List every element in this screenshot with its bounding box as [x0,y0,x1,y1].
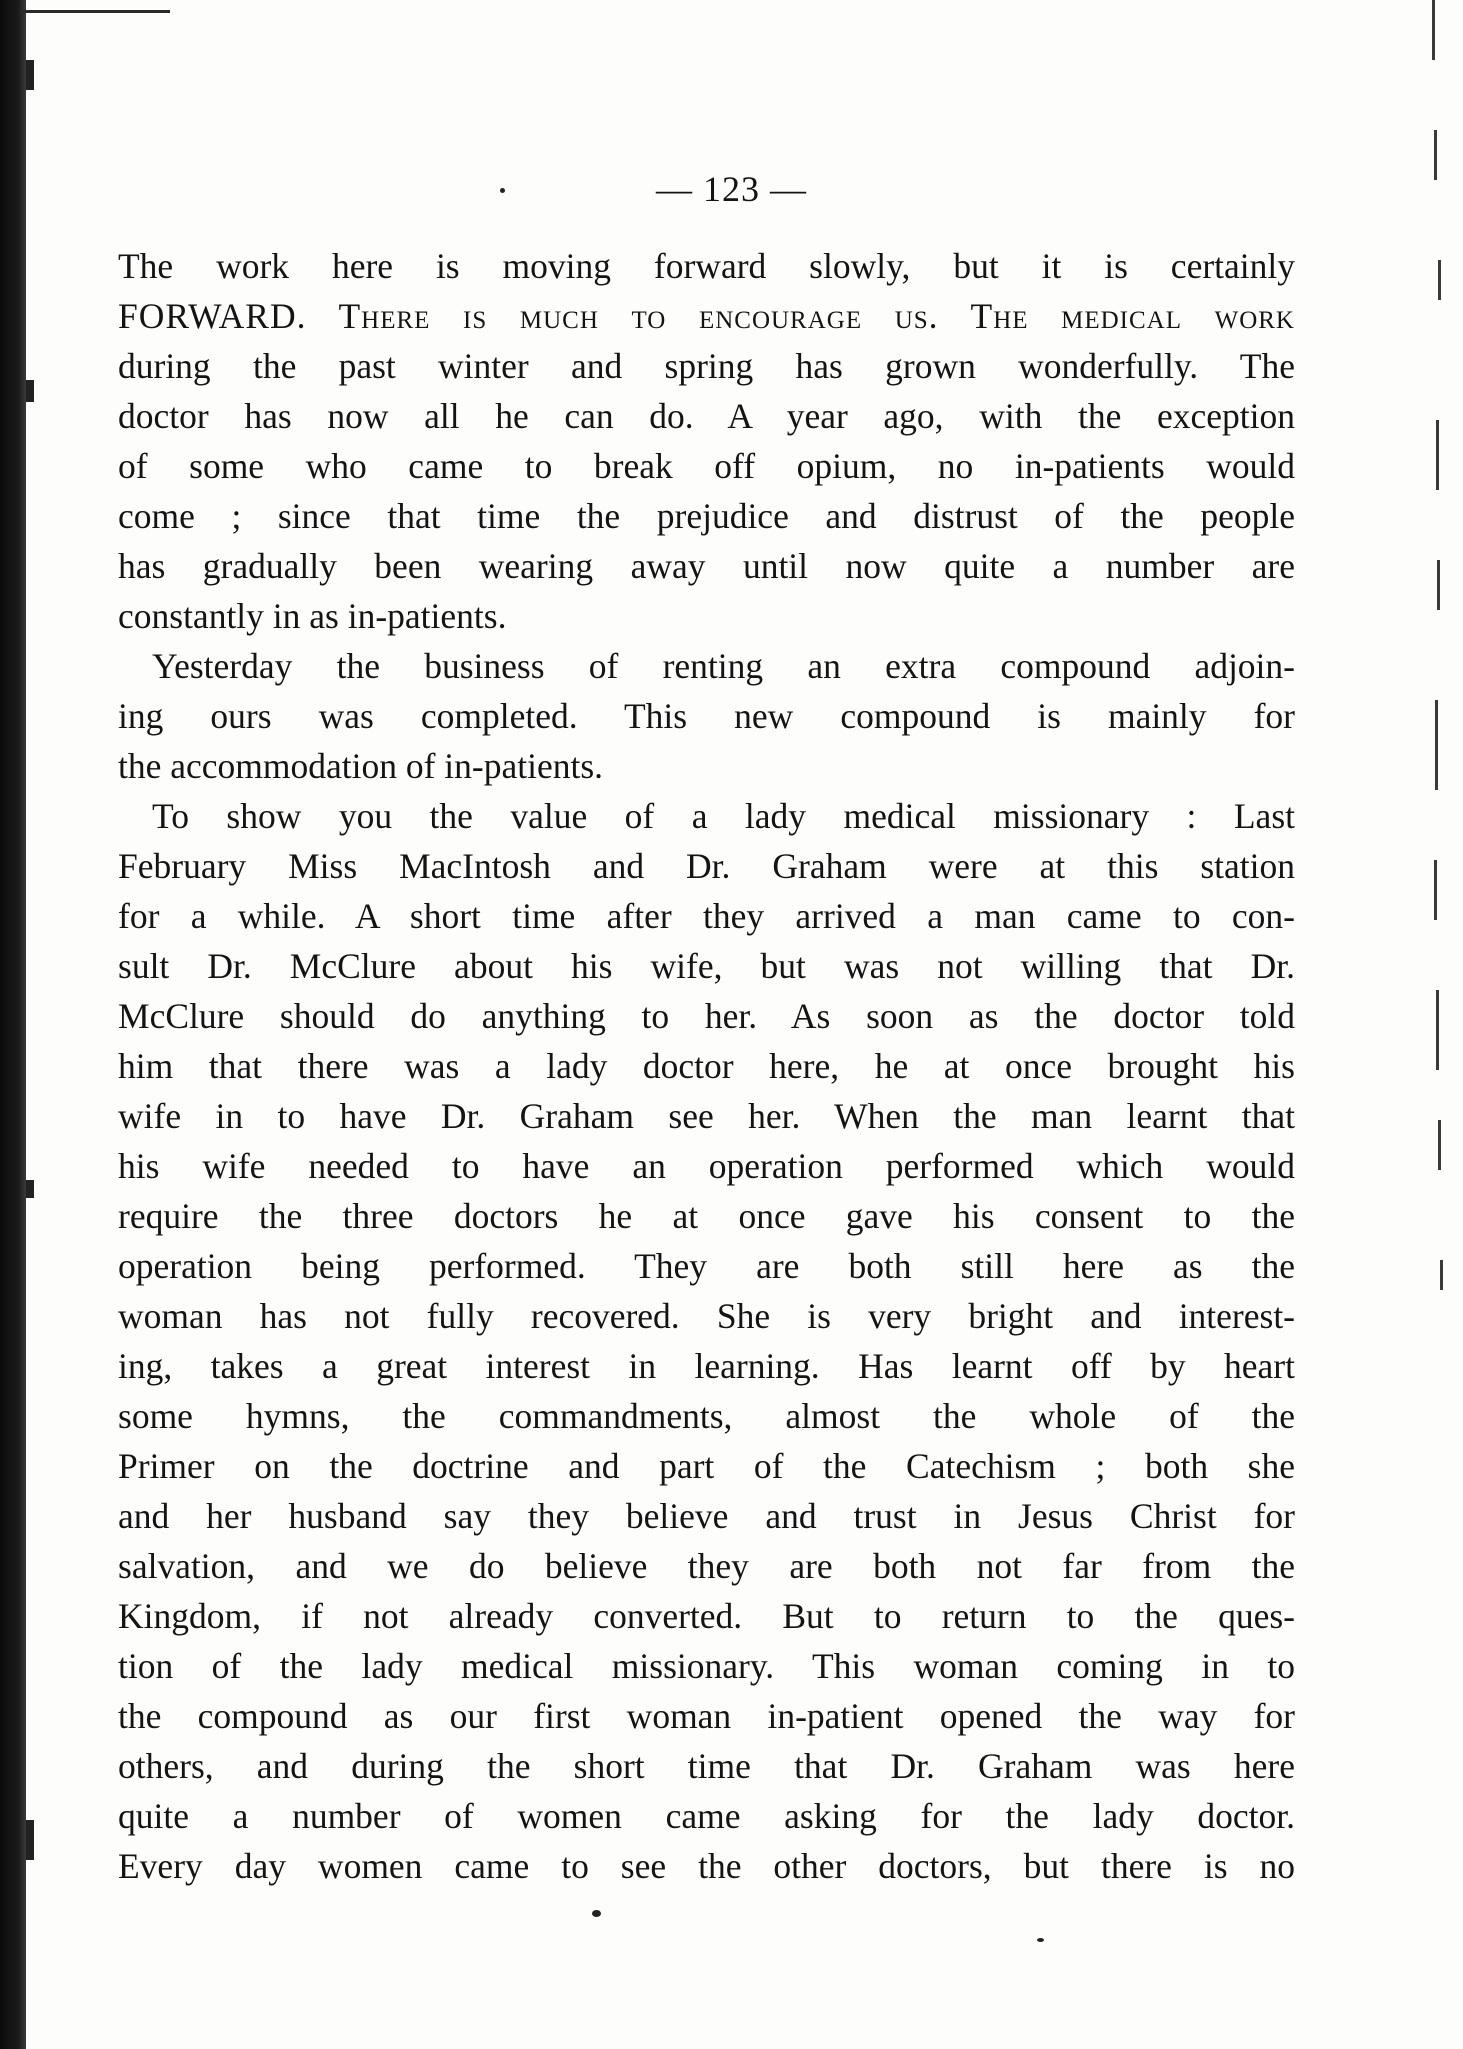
text-line: require the three doctors he at once gave his consent to the [118,1196,1295,1236]
text-line: To show you the value of a lady medical missionary : Last [152,796,1295,836]
text-line: doctor has now all he can do. A year ago, with the exception [118,396,1295,436]
scan-speck [26,60,34,90]
text-line: ing, takes a great interest in learning. Has learnt off by heart [118,1346,1295,1386]
text-line: the accommodation of in-patients. [118,746,604,786]
text-line: tion of the lady medical missionary. This woman coming in to [118,1646,1295,1686]
text-line: woman has not fully recovered. She is very bright and interest- [118,1296,1295,1336]
text-line: constantly in as in-patients. [118,596,507,636]
text-line: FORWARD. There is much to encourage us. The medical work [118,296,1295,336]
scan-top-rule [20,10,170,13]
text-line: operation being performed. They are both still here as the [118,1246,1295,1286]
text-line: wife in to have Dr. Graham see her. When the man learnt that [118,1096,1295,1136]
text-line: has gradually been wearing away until now quite a number are [118,546,1295,586]
right-scan-edge [1432,0,1450,1400]
text-line: Yesterday the business of renting an extra compound adjoin- [152,646,1295,686]
page-number-text: — 123 — [656,169,807,209]
text-line: come ; since that time the prejudice and distrust of the people [118,496,1295,536]
text-line: and her husband say they believe and trust in Jesus Christ for [118,1496,1295,1536]
text-line: for a while. A short time after they arrived a man came to con- [118,896,1295,936]
text-line: his wife needed to have an operation performed which would [118,1146,1295,1186]
text-line: sult Dr. McClure about his wife, but was not willing that Dr. [118,946,1295,986]
text-line: ing ours was completed. This new compound is mainly for [118,696,1295,736]
text-line: others, and during the short time that Dr. Graham was here [118,1746,1295,1786]
body-text [118,241,1295,1891]
text-line: during the past winter and spring has grown wonderfully. The [118,346,1295,386]
stray-dot [500,188,505,193]
text-line: Every day women came to see the other doctors, but there is no [118,1846,1295,1886]
scan-speck [26,1180,34,1198]
text-line: February Miss MacIntosh and Dr. Graham were at this station [118,846,1295,886]
text-line: McClure should do anything to her. As soon as the doctor told [118,996,1295,1036]
text-line: salvation, and we do believe they are both not far from the [118,1546,1295,1586]
text-line: Primer on the doctrine and part of the Catechism ; both she [118,1446,1295,1486]
text-line: the compound as our first woman in-patient opened the way for [118,1696,1295,1736]
scan-speck [26,1820,34,1860]
text-line: quite a number of women came asking for the lady doctor. [118,1796,1295,1836]
scan-mark [592,1910,601,1917]
text-line: some hymns, the commandments, almost the whole of the [118,1396,1295,1436]
text-line: Kingdom, if not already converted. But to return to the ques- [118,1596,1295,1636]
page-number [0,168,1463,210]
scan-mark [1037,1938,1044,1942]
text-line: The work here is moving forward slowly, but it is certainly [118,246,1295,286]
text-line: of some who came to break off opium, no in-patients would [118,446,1295,486]
scan-speck [26,380,34,402]
binding-edge [0,0,26,2049]
text-line: him that there was a lady doctor here, he at once brought his [118,1046,1295,1086]
